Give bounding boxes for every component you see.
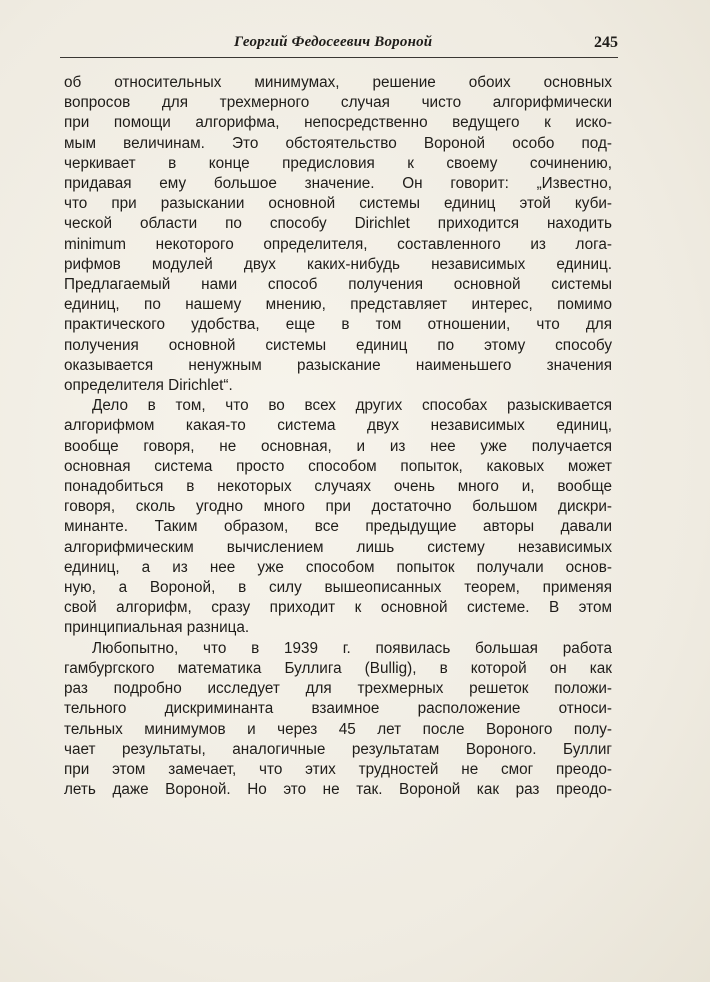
text-line: при этом замечает, что этих трудностей не смог преодо- [64, 760, 612, 778]
text-line: рифмов модулей двух каких-нибудь независимых единиц. [64, 255, 612, 273]
text-line: алгорифмическим вычислением лишь систему независимых [64, 538, 612, 556]
text-line: тельного дискриминанта взаимное расположение относи- [64, 700, 612, 718]
text-line: мым величинам. Это обстоятельство Вороной особо под- [64, 134, 612, 152]
body-text [64, 73, 612, 800]
text-line: свой алгорифм, сразу приходит к основной системе. В этом [64, 599, 612, 617]
text-line: понадобиться в некоторых случаях очень много и, вообще [64, 478, 612, 496]
text-line: раз подробно исследует для трехмерных решеток положи- [64, 680, 612, 698]
page-header [60, 34, 618, 60]
text-line: минанте. Таким образом, все предыдущие авторы давали [64, 518, 612, 536]
paragraph-1 [64, 73, 612, 396]
text-line: об относительных минимумах, решение обоих основных [64, 74, 612, 91]
text-line: основная система просто способом попыток, каковых может [64, 457, 612, 475]
paragraph-2 [64, 396, 612, 638]
text-line: единиц, по нашему мнению, представляет интерес, помимо [64, 296, 612, 314]
text-line: алгорифмом какая-то система двух независимых единиц, [64, 417, 612, 435]
text-line: определителя Dirichlet“. [64, 377, 233, 395]
text-line: чает результаты, аналогичные результатам Вороного. Буллиг [64, 740, 612, 758]
text-line: принципиальная разница. [64, 619, 250, 637]
running-head: Георгий Федосеевич Вороной [234, 34, 433, 50]
text-line: говоря, сколь угодно много при достаточно большом дискри- [64, 498, 612, 516]
text-line: minimum некоторого определителя, составленного из лога- [64, 235, 612, 253]
text-line: тельных минимумов и через 45 лет после Вороного полу- [64, 720, 612, 738]
text-line: ческой области по способу Dirichlet приходится находить [64, 215, 612, 233]
paragraph-3 [64, 639, 612, 801]
text-line: при помощи алгорифма, непосредственно ведущего к иско- [64, 114, 612, 132]
text-line: вопросов для трехмерного случая чисто алгорифмически [64, 94, 612, 112]
text-line: Предлагаемый нами способ получения основной системы [64, 276, 612, 294]
text-line: получения основной системы единиц по этому способу [64, 336, 612, 354]
page-number: 245 [594, 34, 618, 51]
text-line: Любопытно, что в 1939 г. появилась большая работа [92, 639, 612, 657]
text-line: оказывается ненужным разыскание наименьшего значения [64, 356, 612, 374]
text-line: придавая ему большое значение. Он говорит: „Известно, [64, 175, 612, 193]
text-line: что при разыскании основной системы единиц этой куби- [64, 195, 612, 213]
text-line: леть даже Вороной. Но это не так. Вороной как раз преодо- [64, 781, 612, 799]
text-line: черкивает в конце предисловия к своему сочинению, [64, 154, 612, 172]
header-rule [60, 57, 618, 58]
text-line: Дело в том, что во всех других способах разыскивается [92, 397, 612, 415]
text-line: вообще говоря, не основная, и из нее уже получается [64, 437, 612, 455]
text-line: гамбургского математика Буллига (Bullig), в которой он как [64, 659, 612, 677]
text-line: практического удобства, еще в том отношении, что для [64, 316, 612, 334]
text-line: единиц, а из нее уже способом попыток получали основ- [64, 558, 612, 576]
text-line: ную, а Вороной, в силу вышеописанных теорем, применяя [64, 579, 612, 597]
